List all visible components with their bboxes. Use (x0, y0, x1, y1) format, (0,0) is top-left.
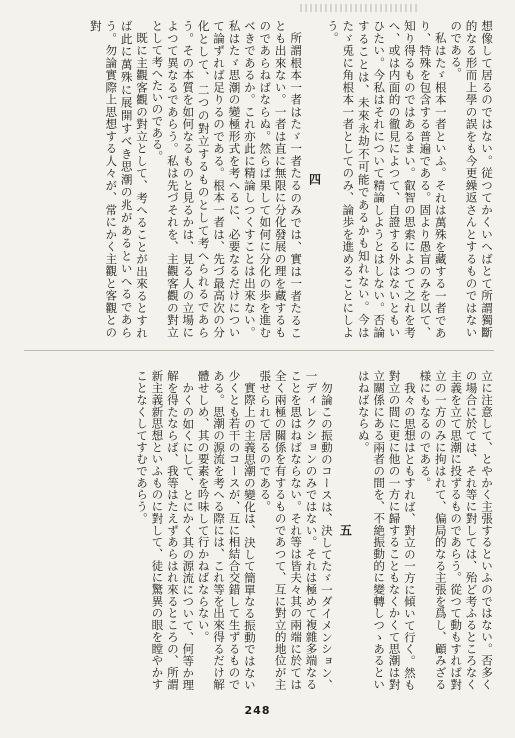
paragraph: 所謂根本一者はたゞ一者たるのみでは、實は一者たることも出來ない。一者は直に無限に分化發展の理を藏するものであらねばならぬ。然らば果して如何に分化の歩を進むべきであるか。これ亦此に精論しつくすことは出來ない。私はたゞ思潮の變極形式を考へるに、必要なるだけについて論ずれば足りるのである。根本一者は、先づ最高次の分化として、二つの對立するものとして考へられるであらう。その本質を如何なるものと見るかは、見る人の立場によつて異なるであらう。私は先づそれを、主觀客觀の對立として考へたいのである。 (150, 20, 304, 338)
paragraph: 私はたゞ根本一者といふ。それは萬殊を藏する一者であり、特殊を包含する普遍である。固より愚盲のみを以て、知り得るものではあるまい。叡智の思索によつて之れを考へ、或は内面的の徹見によつて、自證する外はないともいひたい。今私はそれについて精論しようとはしない。否論することは、未來永劫不可能であるかも知れない。今はたゞ兎に角根本一者としてのみ、論歩を進めることにしよう。 (325, 20, 448, 338)
paragraph: 實際上の主義思潮の變化は、決して簡單なる振動ではない少くとも若干のコースが、互に相結合交錯して生ずるものである。思潮の源流を考へる際には、これ等を出來得るだけ解體せしめ、其の要素を吟味して行かねばならない。 (196, 370, 257, 690)
scan-smudge (300, 4, 420, 12)
paragraph: 想像して居るのではない。従つてかくいへばとて所謂獨斷的なる形而上學の誤をも今更繰返さんとするものではないのである。 (449, 20, 494, 338)
paragraph: 立に注意して、とやかく主張するといふのではない。否多くの場合に於ては、それ等に對しては、殆ど考ふるところなく主義を立て思潮に投ずるものであらう。從つて動もすれば對立の一方のみに拘はれて、偏局的なる主張を爲し、顧みざる様にもなるのである。 (418, 370, 494, 690)
section-heading-4: 四 (307, 172, 322, 186)
page-number: 248 (244, 704, 271, 717)
lower-text-block (28, 370, 494, 690)
paragraph: かくの如くにして、とにかく其の源流について、何等か理解を得たならば、我等はたえずあらはれ來るところの、所謂新主義新思想といふものに對して、徒に驚異の眼を瞠やかすことなくしてすむであらう。 (135, 370, 196, 690)
paragraph: 勿論この振動のコースは、決してたゞ一ダイメンション、一ディレクションのみではない。それは極めて複雜多端なることを思はねばならない。それ等は皆夫々其の兩端に於ては全く兩極の關係を有するものであつて、互に對立的地位が主張せられて居るのである。 (258, 370, 334, 690)
section-heading-5: 五 (338, 523, 353, 537)
upper-text-block (28, 20, 494, 338)
paragraph: 既に主觀客觀の對立として、考へることが出來るとすれば此に萬殊に展開すべき思潮の兆があるといへるであらう。勿論實際上思想する人々が、常にかく主觀と客觀との對 (88, 20, 150, 338)
band-divider (24, 350, 494, 351)
paragraph: 我々の思想はともすれば、對立の一方に傾いて行く。然も對立の間に更に他の一方に歸することもなくかくて思潮は對立關係にある兩者の間を、不絶振動的に變轉しつゝあるといはねばならぬ。 (356, 370, 417, 690)
